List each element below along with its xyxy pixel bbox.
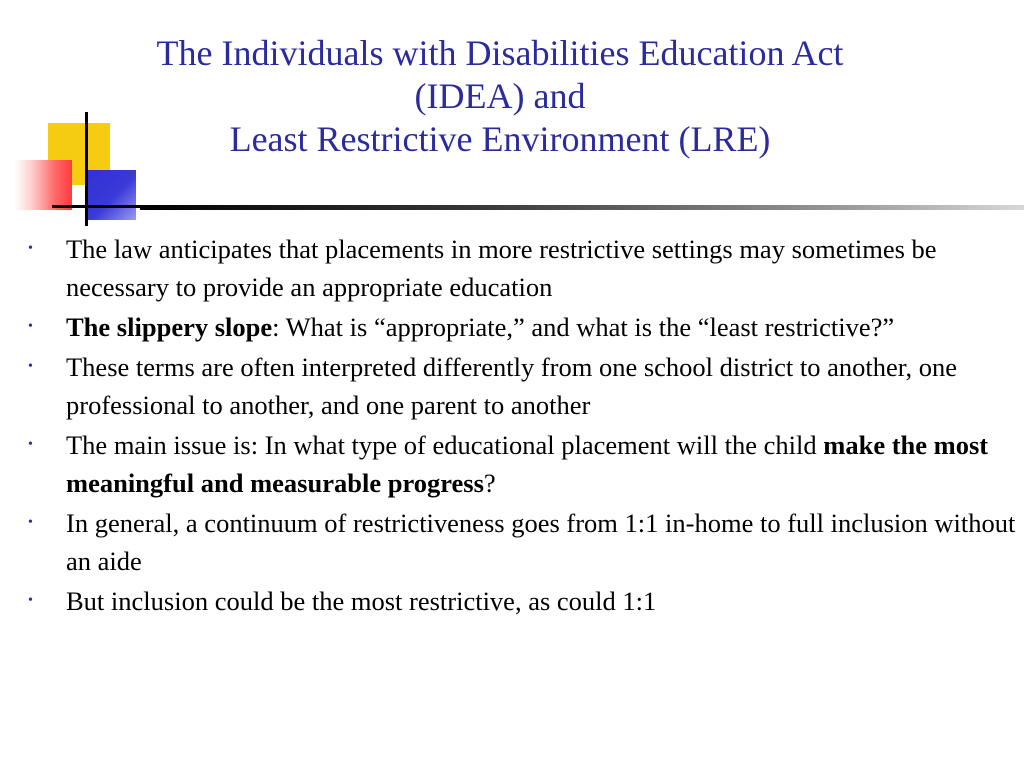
bullet-text: In general, a continuum of restrictiveness goes from 1:1 in-home to full inclusion without an aide xyxy=(66,508,1016,576)
bullet-text-after: ? xyxy=(483,468,496,498)
bullet-item xyxy=(20,504,1020,580)
bullet-text: The law anticipates that placements in more restrictive settings may sometimes be necessary to provide an appropriate education xyxy=(66,234,937,302)
title-line-3: Least Restrictive Environment (LRE) xyxy=(229,119,771,159)
red-gradient-square-icon xyxy=(14,160,72,210)
bullet-icon: • xyxy=(28,515,33,530)
bullet-item xyxy=(20,582,1020,620)
bullet-text: : What is “appropriate,” and what is the “least restrictive?” xyxy=(272,312,895,342)
bullet-icon: • xyxy=(28,593,33,608)
title-underline-rule xyxy=(140,205,1024,210)
bullet-icon: • xyxy=(28,437,33,452)
bullet-text: But inclusion could be the most restrictive, as could 1:1 xyxy=(66,586,657,616)
bullet-text-before: The main issue is: In what type of educational placement will the child xyxy=(66,430,824,460)
bullet-icon: • xyxy=(28,319,33,334)
bullet-bold-lead: The slippery slope xyxy=(66,312,273,342)
bullet-item xyxy=(20,348,1020,424)
bullet-item xyxy=(20,308,1020,346)
bullet-list xyxy=(20,230,1020,622)
bullet-item xyxy=(20,230,1020,306)
bullet-text: These terms are often interpreted differently from one school district to another, one professional to another, and one parent to another xyxy=(66,352,958,420)
slide-title xyxy=(40,32,960,161)
title-line-2: (IDEA) and xyxy=(414,76,586,116)
blue-square-icon xyxy=(86,170,136,220)
title-line-1: The Individuals with Disabilities Education Act xyxy=(156,33,844,73)
bullet-icon: • xyxy=(28,359,33,374)
bullet-item xyxy=(20,426,1020,502)
bullet-bold-middle: make the most meaningful and measurable progress xyxy=(66,430,989,498)
bullet-icon: • xyxy=(28,241,33,256)
